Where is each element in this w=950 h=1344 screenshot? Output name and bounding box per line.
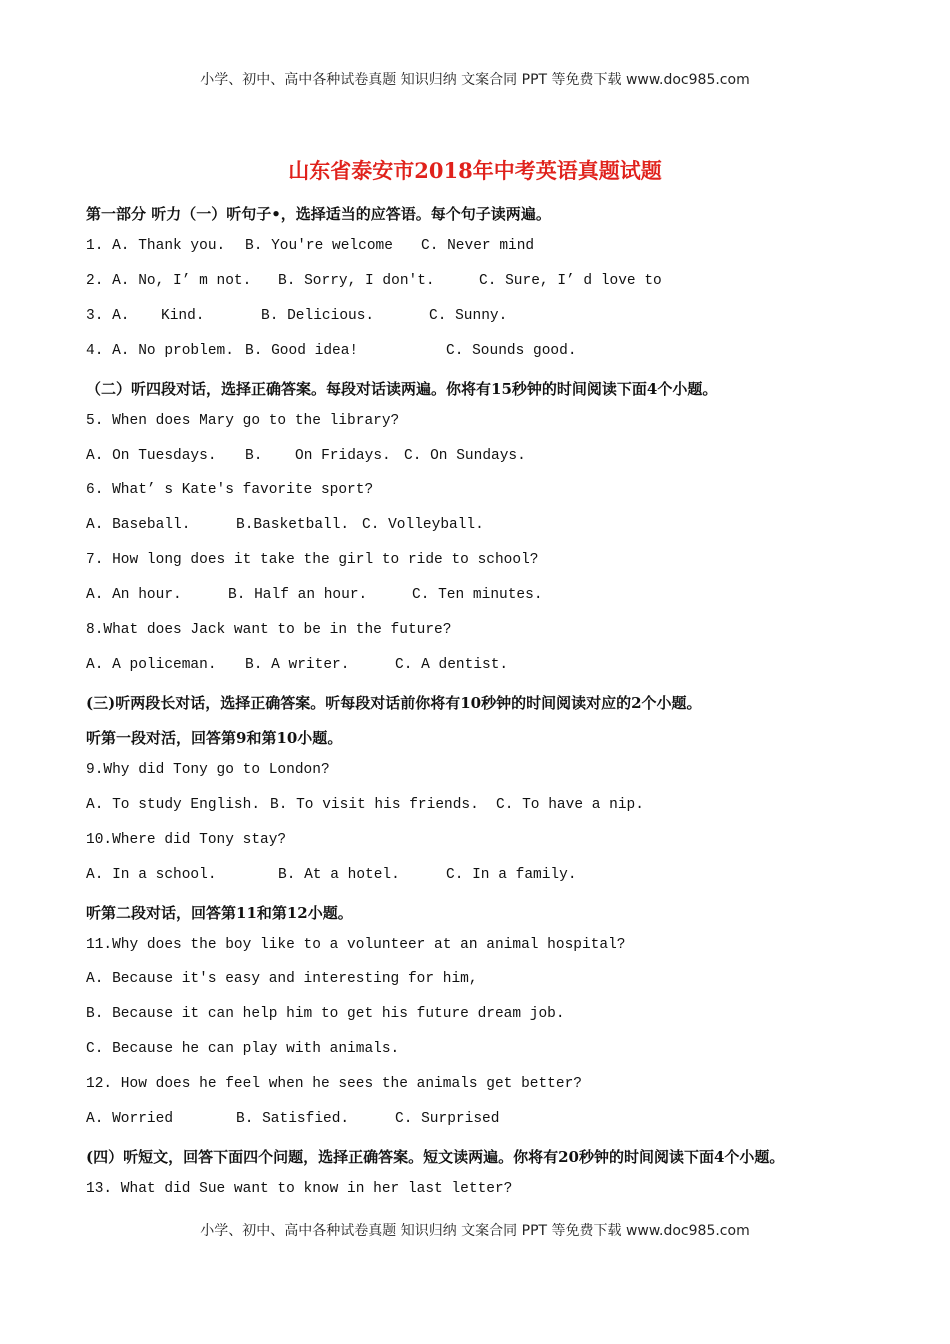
answer-option: C. A dentist. [395, 657, 509, 674]
question-line [0, 448, 950, 483]
answer-option: C. On Sundays. [404, 447, 526, 464]
question-line [0, 273, 950, 308]
question-line [0, 1111, 950, 1146]
question-text: 7. How long does it take the girl to ride to school? [86, 552, 539, 569]
section-heading [0, 727, 950, 762]
answer-option: B.Basketball. [236, 517, 350, 534]
answer-option: B. Good idea! [245, 342, 359, 359]
answer-option: C. Never mind [421, 237, 535, 254]
answer-option: B. Delicious. [261, 307, 375, 324]
answer-option: C. Sounds good. [446, 342, 577, 359]
heading-text: 第一部分 听力（一）听句子•，选择适当的应答语。每个句子读两遍。 [86, 205, 551, 223]
question-line [0, 937, 950, 972]
question-line [0, 238, 950, 273]
heading-text: 听第一段对活，回答第9和第10小题。 [86, 728, 343, 747]
question-text: 8.What does Jack want to be in the future? [86, 622, 452, 639]
question-text: 9.Why did Tony go to London? [86, 761, 330, 778]
question-line [0, 413, 950, 448]
answer-option: B. To visit his friends. [270, 796, 479, 813]
section-heading [0, 692, 950, 727]
question-text: 10.Where did Tony stay? [86, 831, 287, 848]
answer-option: A. On Tuesdays. [86, 447, 217, 464]
answer-option: B. At a hotel. [278, 866, 400, 883]
question-line [0, 1041, 950, 1076]
answer-option: C. Volleyball. [362, 517, 484, 534]
answer-option: A. Worried [86, 1111, 174, 1128]
answer-option: C. To have a nip. [496, 796, 644, 813]
page-header: 小学、初中、高中各种试卷真题 知识归纳 文案合同 PPT 等免费下载 www.doc985.com [200, 72, 750, 88]
question-line [0, 1181, 950, 1216]
question-line [0, 762, 950, 797]
answer-option: 1. A. Thank you. [86, 237, 226, 254]
question-text: C. Because he can play with animals. [86, 1041, 400, 1058]
question-line [0, 971, 950, 1006]
question-text: 5. When does Mary go to the library? [86, 412, 400, 429]
question-text: 13. What did Sue want to know in her last letter? [86, 1181, 513, 1198]
answer-option: B. Satisfied. [236, 1111, 350, 1128]
section-heading [0, 1146, 950, 1181]
answer-option: C. Sunny. [429, 307, 508, 324]
section-heading [0, 902, 950, 937]
section-heading [0, 203, 950, 238]
question-line [0, 308, 950, 343]
question-text: 6. What’ s Kate's favorite sport? [86, 482, 374, 499]
answer-option: B. You're welcome [245, 237, 393, 254]
page-title: 山东省泰安市2018年中考英语真题试题 [288, 158, 662, 183]
answer-option: B. Sorry, I don't. [278, 272, 435, 289]
answer-option: C. Surprised [395, 1111, 500, 1128]
answer-option: A. An hour. [86, 587, 182, 604]
answer-option: B. [245, 447, 263, 464]
answer-option: A. To study English. [86, 796, 261, 813]
answer-option: B. A writer. [245, 657, 350, 674]
question-line [0, 587, 950, 622]
question-text: A. Because it's easy and interesting for him, [86, 971, 478, 988]
section-heading [0, 378, 950, 413]
answer-option: A. A policeman. [86, 657, 217, 674]
page-footer: 小学、初中、高中各种试卷真题 知识归纳 文案合同 PPT 等免费下载 www.doc985.com [200, 1223, 750, 1239]
answer-option: B. Half an hour. [228, 587, 368, 604]
answer-option: A. Baseball. [86, 517, 191, 534]
heading-text: (四）听短文，回答下面四个问题，选择正确答案。短文读两遍。你将有20秒钟的时间阅读下面4个小题。 [86, 1148, 785, 1167]
question-text: 12. How does he feel when he sees the animals get better? [86, 1076, 582, 1093]
answer-option: A. In a school. [86, 866, 217, 883]
answer-option: 3. A. [86, 307, 130, 324]
heading-text: （二）听四段对话，选择正确答案。每段对话读两遍。你将有15秒钟的时间阅读下面4个小题。 [86, 379, 718, 398]
question-line [0, 1006, 950, 1041]
question-line [0, 552, 950, 587]
question-line [0, 797, 950, 832]
answer-option: 2. A. No, I’ m not. [86, 272, 252, 289]
question-line [0, 482, 950, 517]
answer-option: C. Sure, I’ d love to [479, 272, 662, 289]
answer-option: Kind. [161, 307, 205, 324]
heading-text: (三)听两段长对话，选择正确答案。听每段对话前你将有10秒钟的时间阅读对应的2个小题。 [86, 694, 702, 713]
question-line [0, 622, 950, 657]
question-line [0, 832, 950, 867]
question-text: 11.Why does the boy like to a volunteer at an animal hospital? [86, 936, 626, 953]
heading-text: 听第二段对话，回答第11和第12小题。 [86, 903, 353, 922]
question-line [0, 657, 950, 692]
question-line [0, 1076, 950, 1111]
question-text: B. Because it can help him to get his future dream job. [86, 1006, 565, 1023]
answer-option: 4. A. No problem. [86, 342, 234, 359]
answer-option: On Fridays. [295, 447, 391, 464]
question-line [0, 867, 950, 902]
answer-option: C. Ten minutes. [412, 587, 543, 604]
question-line [0, 517, 950, 552]
question-line [0, 343, 950, 378]
answer-option: C. In a family. [446, 866, 577, 883]
